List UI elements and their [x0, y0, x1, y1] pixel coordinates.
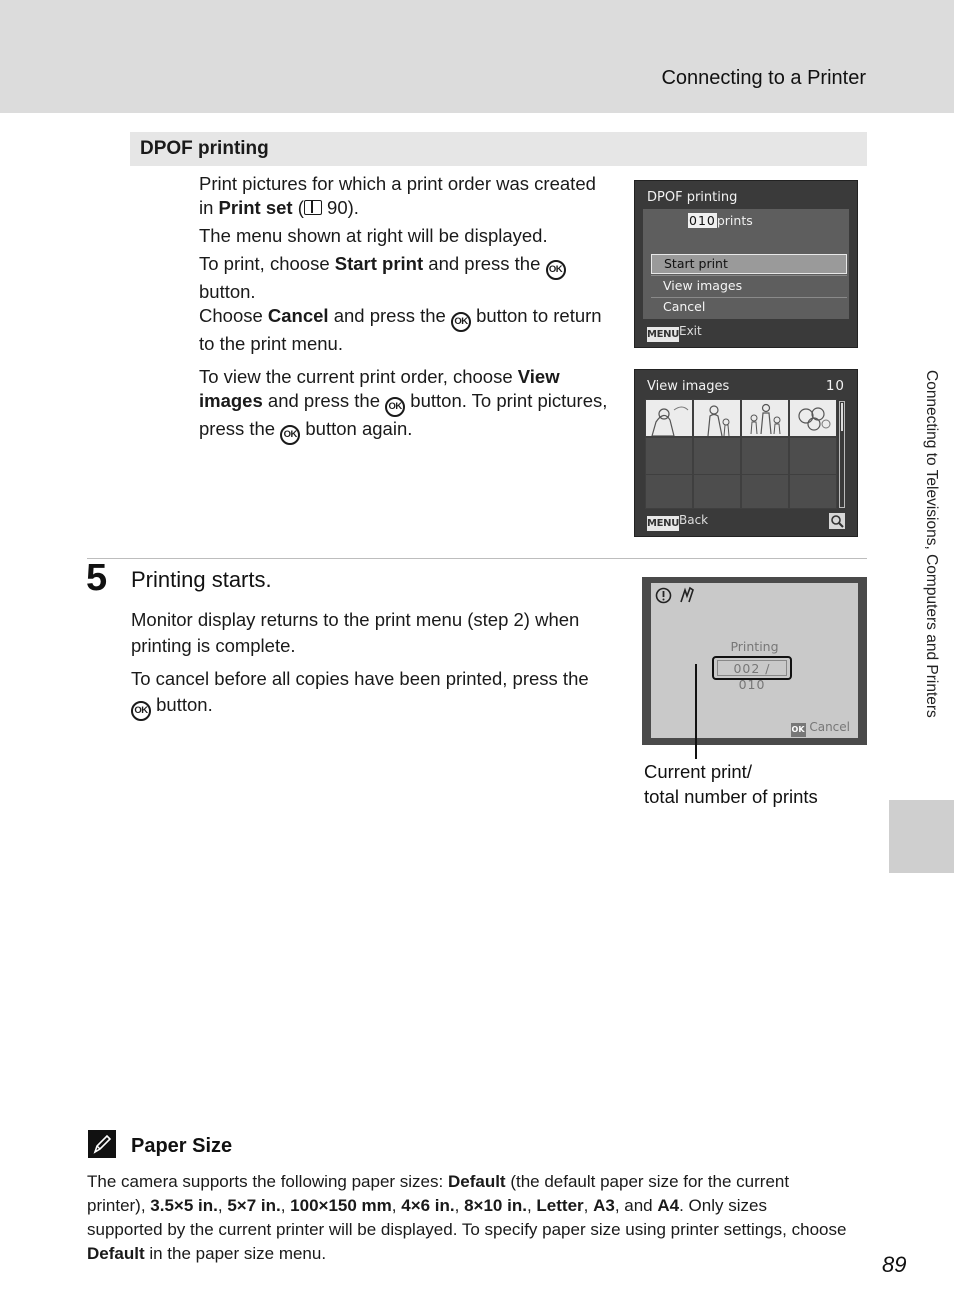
scrollbar[interactable]	[839, 401, 845, 508]
printing-status: Printing	[730, 639, 779, 654]
empty-thumbnail-slot	[646, 475, 692, 508]
dpof-paragraph-3: To print, choose Start print and press the OK button.	[199, 252, 609, 304]
thumbnail-image[interactable]	[742, 400, 788, 436]
step-number: 5	[86, 557, 108, 599]
cancel-hint: OK Cancel	[791, 720, 850, 737]
thumbnail-grid	[645, 399, 837, 509]
magnifier-icon	[829, 513, 845, 529]
ok-button-icon: OK	[131, 701, 151, 721]
scrollbar-thumb[interactable]	[841, 403, 843, 431]
ok-button-icon: OK	[546, 260, 566, 280]
thumbnail-image[interactable]	[694, 400, 740, 436]
step-paragraph-2: To cancel before all copies have been printed, press the OK button.	[131, 666, 611, 721]
ok-button-icon: OK	[385, 397, 405, 417]
empty-thumbnail-slot	[742, 475, 788, 508]
note-pencil-icon	[88, 1130, 116, 1158]
dpof-paragraph-5: To view the current print order, choose View images and press the OK button. To print pictures, press the OK button again.	[199, 365, 609, 445]
empty-thumbnail-slot	[790, 438, 836, 474]
ok-button-icon: OK	[451, 312, 471, 332]
screen-title: View images	[647, 379, 730, 394]
ok-badge-icon: OK	[791, 723, 806, 737]
thumbnail-image[interactable]	[646, 400, 692, 436]
note-title: Paper Size	[131, 1135, 233, 1157]
menu-item-view-images[interactable]: View images	[663, 278, 743, 293]
section-heading-bar	[130, 132, 867, 166]
book-reference-icon	[304, 200, 322, 215]
printing-screen	[642, 577, 867, 745]
empty-thumbnail-slot	[790, 475, 836, 508]
empty-thumbnail-slot	[742, 438, 788, 474]
view-images-screen	[634, 369, 858, 537]
dpof-paragraph-4: Choose Cancel and press the OK button to return to the print menu.	[199, 305, 602, 354]
header-band	[0, 0, 954, 113]
callout-label: Current print/ total number of prints	[644, 761, 818, 807]
step-paragraph-1: Monitor display returns to the print menu (step 2) when printing is complete.	[131, 609, 580, 656]
callout-leader-line	[695, 664, 697, 759]
menu-button-icon: MENU	[647, 518, 680, 529]
empty-thumbnail-slot	[646, 438, 692, 474]
menu-item-start-print[interactable]: Start print	[651, 254, 847, 274]
dpof-menu-screen	[634, 180, 858, 348]
step-title: Printing starts.	[131, 567, 272, 592]
screen-title: DPOF printing	[647, 190, 738, 205]
menu-item-cancel[interactable]: Cancel	[663, 299, 706, 314]
screen-menu-panel	[643, 209, 849, 319]
section-title: DPOF printing	[140, 138, 269, 159]
page-number: 89	[882, 1252, 907, 1277]
empty-thumbnail-slot	[694, 438, 740, 474]
side-tab	[889, 800, 954, 873]
printing-screen-display	[651, 583, 858, 738]
ok-button-icon: OK	[280, 425, 300, 445]
progress-highlight	[712, 656, 792, 692]
warning-icon	[655, 587, 672, 604]
image-count: 10	[825, 378, 845, 394]
step-divider	[87, 558, 867, 559]
pictbridge-icon	[678, 586, 696, 604]
menu-button-icon: MENU	[647, 329, 680, 340]
empty-thumbnail-slot	[694, 475, 740, 508]
thumbnail-image[interactable]	[790, 400, 836, 436]
prints-count: 010prints	[689, 213, 753, 228]
dpof-paragraph-2: The menu shown at right will be displayed.	[199, 225, 548, 246]
print-progress: 002 / 010	[717, 660, 787, 676]
dpof-paragraph-1: Print pictures for which a print order was created in Print set ( 90).	[199, 173, 596, 218]
chapter-title: Connecting to a Printer	[661, 67, 866, 89]
note-body: The camera supports the following paper sizes: Default (the default paper size for the current printer), 3.5×5 in., 5×7 in., 100×150 mm, 4×6 in., 8×10 in., Letter, A3, and A4. Only sizes supported by the current printer will be displayed. To specify paper size using printer settings, choose Default in the paper size menu.	[87, 1172, 847, 1263]
screen-footer: MENUBack	[647, 513, 709, 529]
screen-footer: MENUExit	[647, 324, 702, 340]
side-chapter-label: Connecting to Televisions, Computers and Printers	[923, 370, 940, 718]
